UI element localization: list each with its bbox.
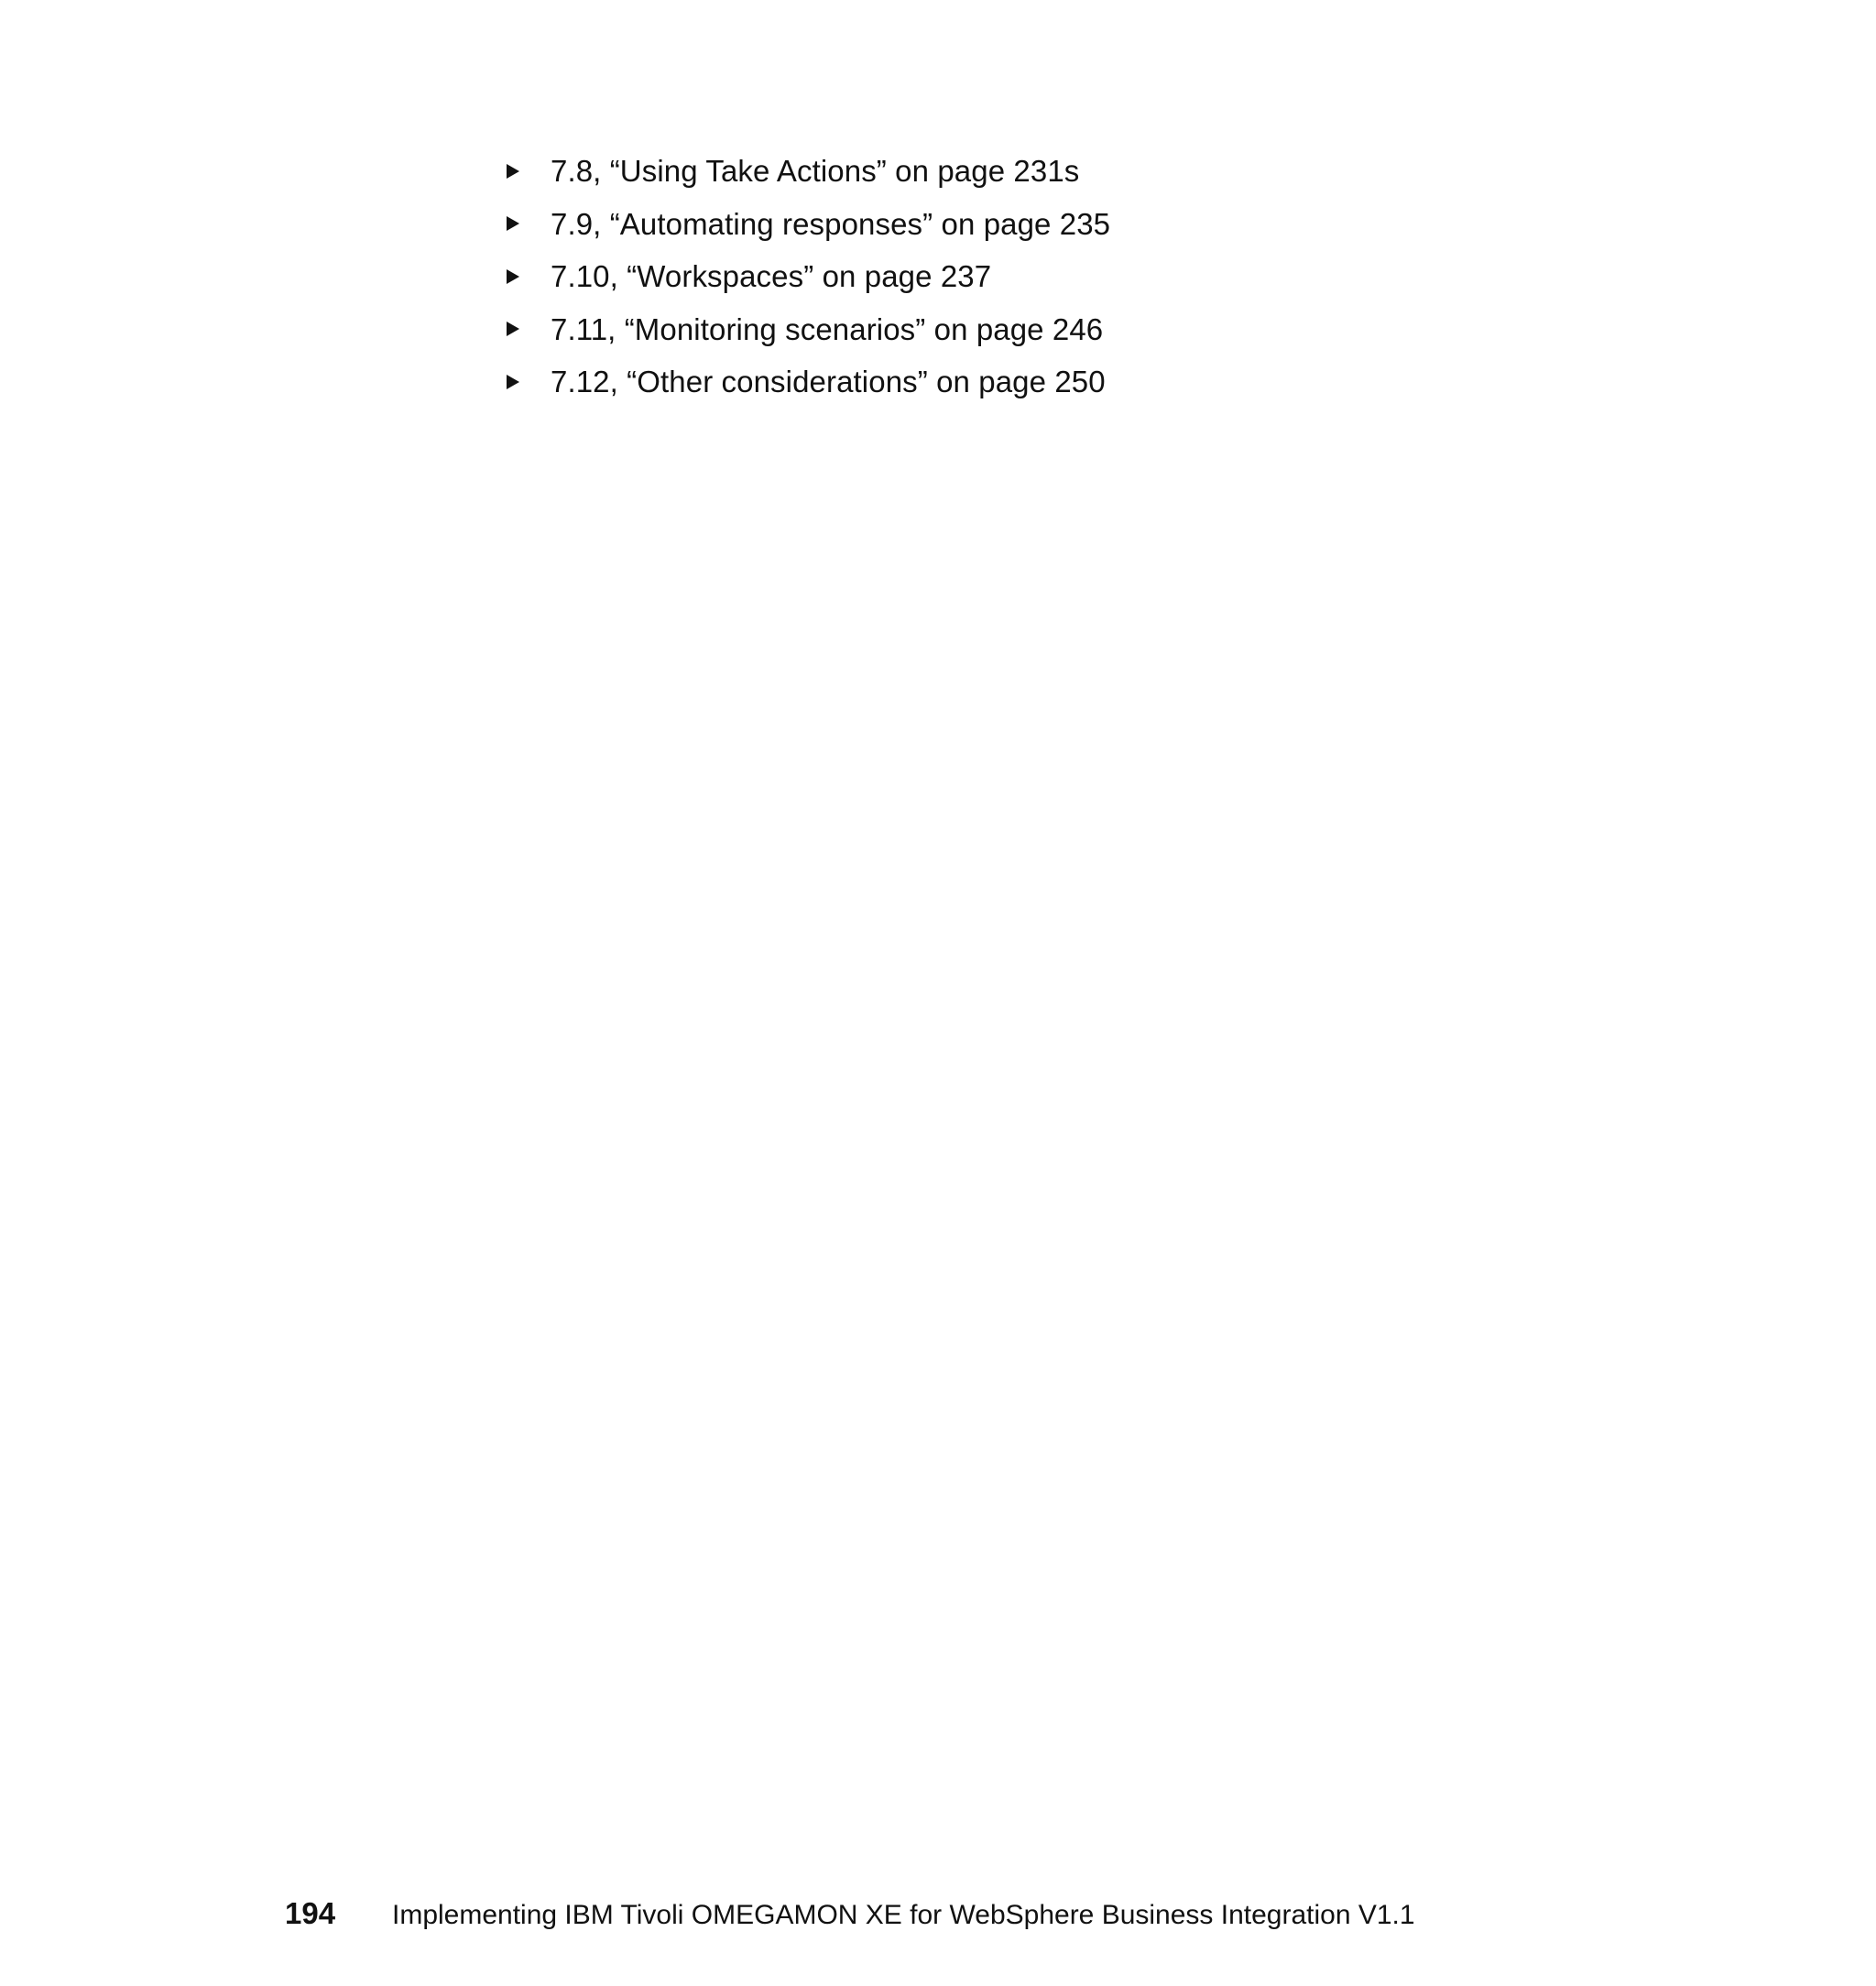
cross-reference-link[interactable]: 7.12, “Other considerations” on page 250 [551, 365, 1106, 398]
triangle-bullet-icon [507, 269, 519, 284]
list-item[interactable] [507, 303, 1110, 356]
list-item[interactable] [507, 198, 1110, 251]
triangle-bullet-icon [507, 375, 519, 389]
page-footer [285, 1896, 1415, 1931]
triangle-bullet-icon [507, 322, 519, 336]
section-cross-reference-list [507, 145, 1110, 409]
triangle-bullet-icon [507, 216, 519, 231]
cross-reference-link[interactable]: 7.9, “Automating responses” on page 235 [551, 206, 1111, 241]
cross-reference-link[interactable]: 7.10, “Workspaces” on page 237 [551, 259, 992, 293]
cross-reference-link[interactable]: 7.11, “Monitoring scenarios” on page 246 [551, 311, 1104, 346]
list-item[interactable] [507, 250, 1110, 303]
running-title: Implementing IBM Tivoli OMEGAMON XE for WebSphere Business Integration V1.1 [392, 1900, 1415, 1930]
triangle-bullet-icon [507, 164, 519, 179]
list-item[interactable] [507, 355, 1110, 409]
cross-reference-link[interactable]: 7.8, “Using Take Actions” on page 231s [551, 154, 1080, 188]
page-number: 194 [285, 1896, 336, 1930]
list-item[interactable] [507, 145, 1110, 198]
